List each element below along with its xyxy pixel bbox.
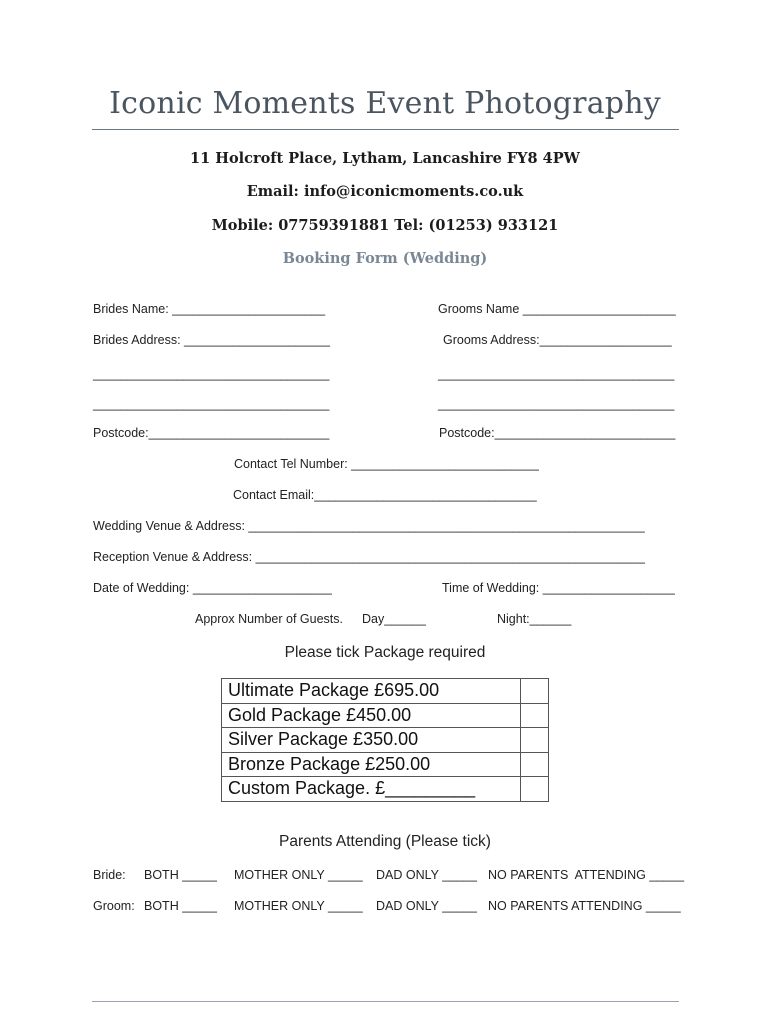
groom-row-label: Groom:: [93, 899, 135, 913]
time-of-wedding-field[interactable]: Time of Wedding: ___________________: [442, 581, 675, 595]
package-label: Silver Package £350.00: [222, 728, 521, 753]
company-phones: Mobile: 07759391881 Tel: (01253) 933121: [211, 217, 559, 234]
package-table: [221, 678, 549, 802]
package-row: [222, 752, 549, 777]
wedding-venue-field[interactable]: Wedding Venue & Address: _________________________________________________________: [93, 519, 645, 533]
grooms-address-field[interactable]: Grooms Address:___________________: [443, 333, 672, 347]
company-address: 11 Holcroft Place, Lytham, Lancashire FY8 4PW: [190, 150, 580, 167]
package-tick-box[interactable]: [521, 777, 549, 802]
brides-postcode-field[interactable]: Postcode:__________________________: [93, 426, 330, 440]
grooms-postcode-field[interactable]: Postcode:__________________________: [439, 426, 676, 440]
brides-name-field[interactable]: Brides Name: ______________________: [93, 302, 326, 316]
package-tick-box[interactable]: [521, 679, 549, 704]
guests-label: Approx Number of Guests.: [195, 612, 343, 626]
grooms-address-line-3[interactable]: __________________________________: [438, 397, 675, 411]
package-tick-box[interactable]: [521, 703, 549, 728]
date-of-wedding-field[interactable]: Date of Wedding: ____________________: [93, 581, 332, 595]
package-label: Ultimate Package £695.00: [222, 679, 521, 704]
company-title: Iconic Moments Event Photography: [109, 86, 661, 121]
package-row: [222, 703, 549, 728]
grooms-address-line-2[interactable]: __________________________________: [438, 367, 675, 381]
bride-both-field[interactable]: BOTH _____: [144, 868, 217, 882]
reception-venue-field[interactable]: Reception Venue & Address: ________________________________________________________: [93, 550, 645, 564]
groom-no-parents-field[interactable]: NO PARENTS ATTENDING _____: [488, 899, 681, 913]
bride-mother-only-field[interactable]: MOTHER ONLY _____: [234, 868, 363, 882]
form-title: Booking Form (Wedding): [282, 250, 488, 267]
package-row: [222, 679, 549, 704]
footer-divider: [92, 1001, 679, 1002]
bride-row-label: Bride:: [93, 868, 126, 882]
guests-night-field[interactable]: Night:______: [497, 612, 572, 626]
groom-dad-only-field[interactable]: DAD ONLY _____: [376, 899, 477, 913]
groom-mother-only-field[interactable]: MOTHER ONLY _____: [234, 899, 363, 913]
package-tick-box[interactable]: [521, 752, 549, 777]
package-label[interactable]: Custom Package. £_________: [222, 777, 521, 802]
package-label: Gold Package £450.00: [222, 703, 521, 728]
brides-address-line-3[interactable]: __________________________________: [93, 397, 330, 411]
title-divider: [92, 129, 679, 130]
contact-email-field[interactable]: Contact Email:________________________________: [233, 488, 537, 502]
package-row: [222, 728, 549, 753]
guests-day-field[interactable]: Day______: [362, 612, 426, 626]
package-row: [222, 777, 549, 802]
company-email: Email: info@iconicmoments.co.uk: [246, 183, 524, 200]
package-tick-box[interactable]: [521, 728, 549, 753]
brides-address-field[interactable]: Brides Address: _____________________: [93, 333, 331, 347]
parents-heading: Parents Attending (Please tick): [279, 833, 491, 850]
brides-address-line-2[interactable]: __________________________________: [93, 367, 330, 381]
groom-both-field[interactable]: BOTH _____: [144, 899, 217, 913]
package-label: Bronze Package £250.00: [222, 752, 521, 777]
contact-tel-field[interactable]: Contact Tel Number: ___________________________: [234, 457, 539, 471]
package-heading: Please tick Package required: [284, 644, 486, 661]
grooms-name-field[interactable]: Grooms Name ______________________: [438, 302, 676, 316]
bride-dad-only-field[interactable]: DAD ONLY _____: [376, 868, 477, 882]
bride-no-parents-field[interactable]: NO PARENTS ATTENDING _____: [488, 868, 685, 882]
